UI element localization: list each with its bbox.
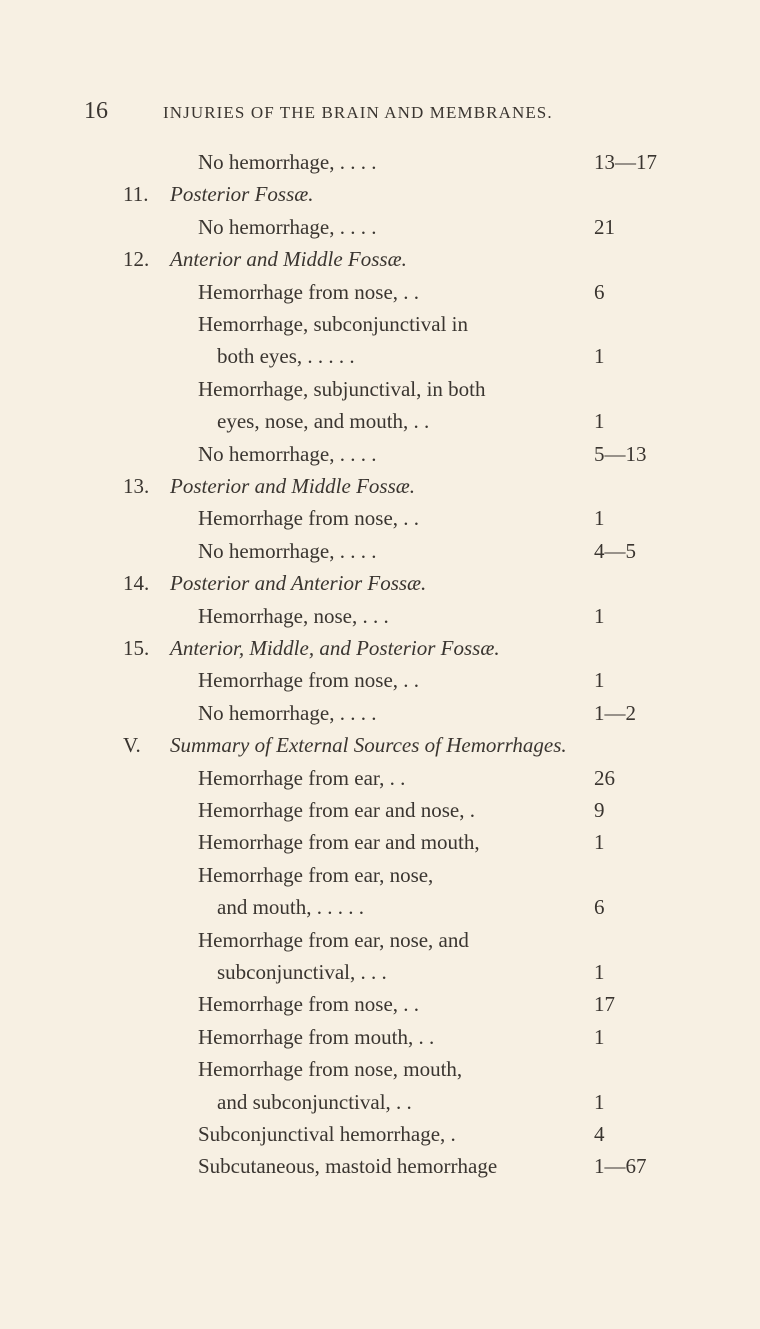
text-line	[0, 762, 760, 794]
text-line	[0, 859, 760, 891]
entry-count: 6	[594, 279, 605, 304]
text-line	[0, 697, 760, 729]
text-line	[0, 211, 760, 243]
text-line	[0, 405, 760, 437]
text-line	[0, 146, 760, 178]
entry-continuation: eyes, nose, and mouth, . .	[217, 409, 430, 434]
text-line	[0, 243, 760, 275]
entry-count: 1	[594, 409, 605, 434]
entry-continuation: both eyes, . . . . .	[217, 344, 355, 369]
text-line	[0, 826, 760, 858]
section-heading: Summary of External Sources of Hemorrhages.	[170, 733, 567, 758]
text-line	[0, 308, 760, 340]
section-number: 14.	[123, 571, 150, 596]
entry-text: Hemorrhage from nose, . .	[198, 506, 420, 531]
section-heading: Anterior, Middle, and Posterior Fossæ.	[170, 636, 500, 660]
entry-continuation: and subconjunctival, . .	[217, 1089, 412, 1114]
entry-text: Hemorrhage from nose, . .	[198, 279, 420, 304]
entry-text: No hemorrhage, . . . .	[198, 150, 377, 174]
entry-count: 9	[594, 798, 605, 822]
page-number: 16	[84, 98, 108, 124]
section-number: 15.	[123, 636, 150, 660]
text-line	[0, 1021, 760, 1053]
section-number: V.	[123, 733, 141, 758]
entry-count: 21	[594, 214, 615, 239]
text-line	[0, 535, 760, 567]
text-line	[0, 1118, 760, 1150]
entry-text: No hemorrhage, . . . .	[198, 214, 377, 239]
entry-text: Hemorrhage from ear, . .	[198, 765, 406, 790]
entry-count: 4	[594, 1122, 605, 1146]
running-head: INJURIES OF THE BRAIN AND MEMBRANES.	[163, 103, 553, 122]
text-line	[0, 276, 760, 308]
entry-text: Hemorrhage from ear, nose,	[198, 862, 434, 887]
text-line	[0, 502, 760, 534]
entry-count: 5—13	[594, 441, 647, 466]
entry-text: Hemorrhage from nose, . .	[198, 668, 420, 693]
text-line	[0, 178, 760, 210]
entry-count: 1	[594, 830, 605, 855]
text-line	[0, 1053, 760, 1085]
entry-count: 1	[594, 668, 605, 693]
entry-count: 1	[594, 344, 605, 369]
text-line	[0, 438, 760, 470]
entry-text: No hemorrhage, . . . .	[198, 441, 377, 466]
text-line	[0, 924, 760, 956]
entry-text: Hemorrhage from nose, mouth,	[198, 1057, 463, 1082]
entry-count: 13—17	[594, 150, 657, 174]
section-heading: Posterior Fossæ.	[170, 182, 314, 207]
text-line	[0, 373, 760, 405]
entry-text: Hemorrhage from mouth, . .	[198, 1024, 435, 1049]
section-number: 11.	[123, 182, 149, 207]
entry-count: 1—67	[594, 1154, 647, 1179]
section-heading: Anterior and Middle Fossæ.	[170, 247, 407, 272]
entry-text: Hemorrhage, nose, . . .	[198, 603, 389, 628]
text-line	[0, 988, 760, 1020]
text-line	[0, 1086, 760, 1118]
entry-continuation: and mouth, . . . . .	[217, 895, 364, 920]
entry-text: Hemorrhage from nose, . .	[198, 992, 420, 1017]
entry-count: 1	[594, 1024, 605, 1049]
text-line	[0, 891, 760, 923]
section-number: 13.	[123, 474, 150, 498]
entry-continuation: subconjunctival, . . .	[217, 960, 387, 984]
entry-count: 4—5	[594, 538, 636, 563]
entry-text: Subconjunctival hemorrhage, .	[198, 1122, 456, 1146]
entry-text: Hemorrhage, subconjunctival in	[198, 312, 469, 336]
entry-count: 1—2	[594, 700, 636, 725]
text-line	[0, 1150, 760, 1182]
entry-text: No hemorrhage, . . . .	[198, 700, 377, 725]
entry-count: 1	[594, 506, 605, 531]
entry-count: 1	[594, 603, 605, 628]
section-heading: Posterior and Anterior Fossæ.	[170, 571, 427, 596]
text-line	[0, 794, 760, 826]
entry-count: 6	[594, 895, 605, 920]
entry-count: 17	[594, 992, 615, 1017]
entry-count: 26	[594, 765, 615, 790]
section-heading: Posterior and Middle Fossæ.	[170, 474, 415, 498]
entry-text: Hemorrhage, subjunctival, in both	[198, 376, 486, 401]
section-number: 12.	[123, 247, 150, 272]
text-line	[0, 729, 760, 761]
text-line	[0, 632, 760, 664]
entry-text: No hemorrhage, . . . .	[198, 538, 377, 563]
entry-count: 1	[594, 1089, 605, 1114]
entry-text: Hemorrhage from ear and nose, .	[198, 798, 475, 822]
text-line	[0, 567, 760, 599]
entry-text: Subcutaneous, mastoid hemorrhage	[198, 1154, 498, 1179]
text-line	[0, 956, 760, 988]
text-line	[0, 600, 760, 632]
text-line	[0, 664, 760, 696]
text-line	[0, 340, 760, 372]
entry-count: 1	[594, 960, 605, 984]
entry-text: Hemorrhage from ear, nose, and	[198, 927, 469, 952]
text-line	[0, 470, 760, 502]
entry-text: Hemorrhage from ear and mouth,	[198, 830, 480, 855]
